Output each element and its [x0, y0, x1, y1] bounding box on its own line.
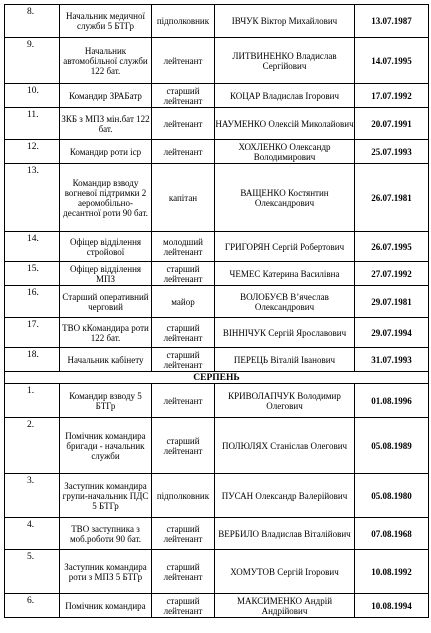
table-row	[5, 140, 429, 164]
rank-cell: майор	[152, 286, 215, 318]
table-row	[5, 286, 429, 318]
position-cell: Офіцер відділення стройової	[60, 232, 152, 262]
row-number: 12.	[5, 140, 60, 164]
birth-date-cell: 29.07.1981	[355, 286, 429, 318]
name-cell: ІВЧУК Віктор Михайлович	[215, 5, 355, 38]
name-cell: НАУМЕНКО Олексій Миколайович	[215, 108, 355, 140]
position-cell: Заступник командира роти з МПЗ 5 БТГр	[60, 550, 152, 594]
row-number: 4.	[5, 518, 60, 550]
position-cell: Командир взводу 5 БТГр	[60, 384, 152, 418]
name-cell: КРИВОЛАПЧУК Володимир Олегович	[215, 384, 355, 418]
position-cell: ТВО заступника з моб.роботи 90 бат.	[60, 518, 152, 550]
rank-cell: старший лейтенант	[152, 318, 215, 348]
name-cell: ХОМУТОВ Сергій Ігорович	[215, 550, 355, 594]
table-row	[5, 38, 429, 84]
position-cell: Командир взводу вогневої підтримки 2 аеромобільно-десантної роти 90 бат.	[60, 164, 152, 232]
name-cell: МАКСИМЕНКО Андрій Андрійович	[215, 594, 355, 618]
birth-date-cell: 31.07.1993	[355, 348, 429, 372]
position-cell: Заступник командира групи-начальник ПДС 5 БТГр	[60, 474, 152, 518]
name-cell: ЛИТВИНЕНКО Владислав Сергійович	[215, 38, 355, 84]
row-number: 18.	[5, 348, 60, 372]
name-cell: ВАЩЕНКО Костянтин Олександрович	[215, 164, 355, 232]
position-cell: Помічник командира	[60, 594, 152, 618]
table-row	[5, 474, 429, 518]
name-cell: ЧЕМЕС Катерина Василівна	[215, 262, 355, 286]
row-number: 2.	[5, 418, 60, 474]
birth-date-cell: 14.07.1995	[355, 38, 429, 84]
rank-cell: старший лейтенант	[152, 594, 215, 618]
rank-cell: підполковник	[152, 474, 215, 518]
name-cell: ПЕРЕЦЬ Віталій Іванович	[215, 348, 355, 372]
rank-cell: старший лейтенант	[152, 550, 215, 594]
table-body-august	[5, 384, 429, 618]
position-cell: Командир роти іср	[60, 140, 152, 164]
row-number: 13.	[5, 164, 60, 232]
birth-date-cell: 10.08.1994	[355, 594, 429, 618]
birth-date-cell: 07.08.1968	[355, 518, 429, 550]
table-row	[5, 348, 429, 372]
table-row	[5, 84, 429, 108]
birth-date-cell: 26.07.1995	[355, 232, 429, 262]
name-cell: ПОЛЮЛЯХ Станіслав Олегович	[215, 418, 355, 474]
birth-date-cell: 20.07.1991	[355, 108, 429, 140]
table-row	[5, 550, 429, 594]
position-cell: ЗКБ з МПЗ мін.бат 122 бат.	[60, 108, 152, 140]
name-cell: КОЦАР Владислав Ігорович	[215, 84, 355, 108]
row-number: 3.	[5, 474, 60, 518]
birth-date-cell: 26.07.1981	[355, 164, 429, 232]
birth-date-cell: 29.07.1994	[355, 318, 429, 348]
position-cell: Начальник кабінету	[60, 348, 152, 372]
name-cell: ХОХЛЕНКО Олександр Володимирович	[215, 140, 355, 164]
name-cell: ГРИГОРЯН Сергій Робертович	[215, 232, 355, 262]
rank-cell: старший лейтенант	[152, 262, 215, 286]
row-number: 8.	[5, 5, 60, 38]
table-row	[5, 164, 429, 232]
birth-date-cell: 05.08.1980	[355, 474, 429, 518]
section-row	[5, 372, 429, 384]
position-cell: Офіцер відділення МПЗ	[60, 262, 152, 286]
row-number: 15.	[5, 262, 60, 286]
row-number: 1.	[5, 384, 60, 418]
table-row	[5, 5, 429, 38]
position-cell: Начальник автомобільної служби 122 бат.	[60, 38, 152, 84]
table-row	[5, 232, 429, 262]
row-number: 5.	[5, 550, 60, 594]
table-row	[5, 108, 429, 140]
birth-date-cell: 25.07.1993	[355, 140, 429, 164]
rank-cell: підполковник	[152, 5, 215, 38]
rank-cell: лейтенант	[152, 384, 215, 418]
birth-date-cell: 10.08.1992	[355, 550, 429, 594]
table-row	[5, 418, 429, 474]
table-body-july	[5, 5, 429, 372]
row-number: 9.	[5, 38, 60, 84]
table-row	[5, 518, 429, 550]
row-number: 11.	[5, 108, 60, 140]
name-cell: ВІННІЧУК Сергій Ярославович	[215, 318, 355, 348]
position-cell: Помічник командира бригади - начальник служби	[60, 418, 152, 474]
table-row	[5, 384, 429, 418]
birth-date-cell: 17.07.1992	[355, 84, 429, 108]
row-number: 10.	[5, 84, 60, 108]
name-cell: ВЕРБИЛО Владислав Віталійович	[215, 518, 355, 550]
table-row	[5, 262, 429, 286]
rank-cell: лейтенант	[152, 108, 215, 140]
name-cell: ВОЛОБУЄВ В’ячеслав Олександрович	[215, 286, 355, 318]
birth-date-cell: 01.08.1996	[355, 384, 429, 418]
position-cell: Командир ЗРАБатр	[60, 84, 152, 108]
row-number: 16.	[5, 286, 60, 318]
table-row	[5, 318, 429, 348]
rank-cell: старший лейтенант	[152, 84, 215, 108]
rank-cell: капітан	[152, 164, 215, 232]
rank-cell: старший лейтенант	[152, 518, 215, 550]
rank-cell: лейтенант	[152, 38, 215, 84]
birthday-table	[4, 4, 429, 618]
rank-cell: молодший лейтенант	[152, 232, 215, 262]
rank-cell: старший лейтенант	[152, 348, 215, 372]
rank-cell: лейтенант	[152, 140, 215, 164]
name-cell: ПУСАН Олександр Валерійович	[215, 474, 355, 518]
row-number: 14.	[5, 232, 60, 262]
row-number: 17.	[5, 318, 60, 348]
position-cell: ТВО кКомандира роти 122 бат.	[60, 318, 152, 348]
birth-date-cell: 13.07.1987	[355, 5, 429, 38]
row-number: 6.	[5, 594, 60, 618]
birth-date-cell: 05.08.1989	[355, 418, 429, 474]
rank-cell: старший лейтенант	[152, 418, 215, 474]
table-row	[5, 594, 429, 618]
position-cell: Старший оперативний черговий	[60, 286, 152, 318]
position-cell: Начальник медичної служби 5 БТГр	[60, 5, 152, 38]
section-title: СЕРПЕНЬ	[5, 372, 429, 384]
birth-date-cell: 27.07.1992	[355, 262, 429, 286]
